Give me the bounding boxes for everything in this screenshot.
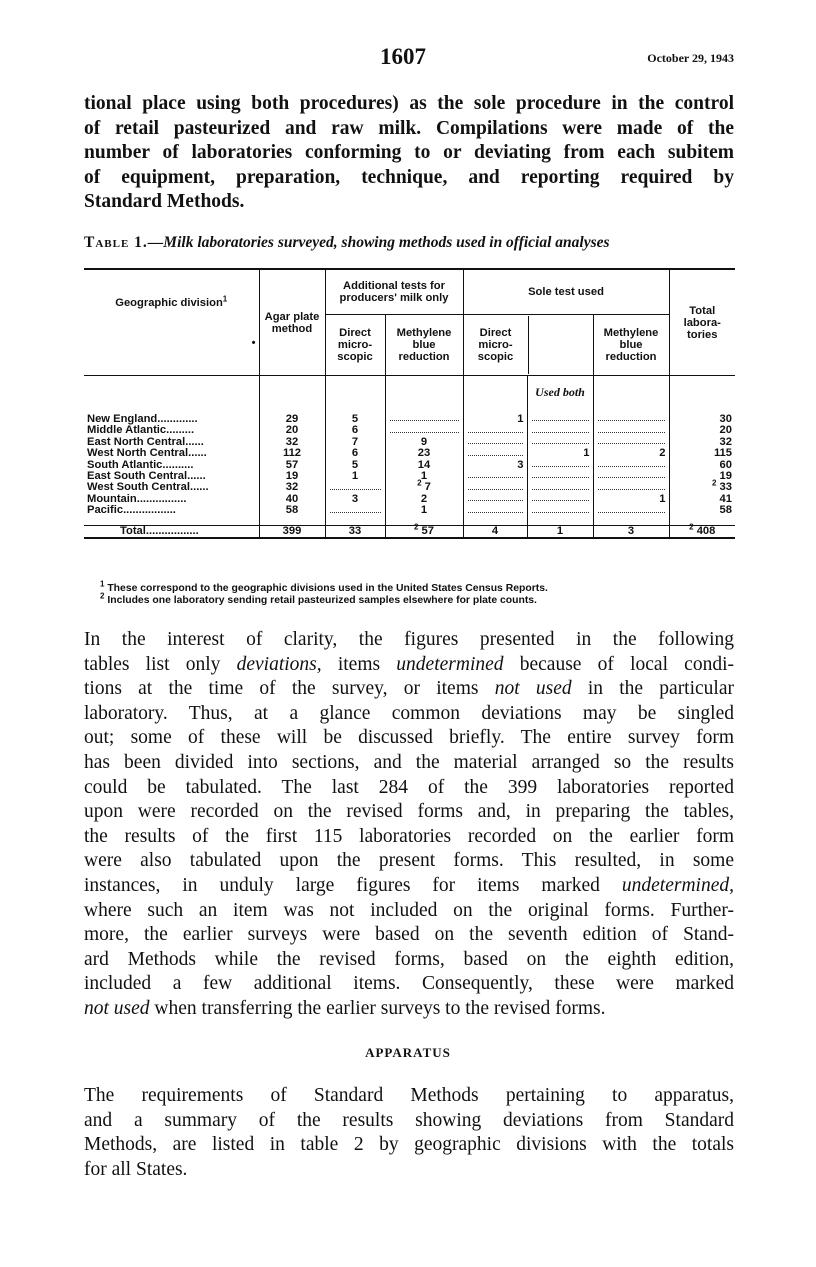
text-run: out; some of these will be discussed briefly. The entire survey form [84, 727, 734, 749]
cell-add-direct: 5 [325, 414, 385, 425]
cell-sole-methylene: 1 [593, 494, 669, 505]
apparatus-line: and a summary of the results showing deviations from Standard [84, 1109, 734, 1131]
text-run: tions at the time of the survey, or items [84, 678, 495, 700]
table-row [84, 448, 735, 459]
emphasis-text: undetermined, [621, 874, 734, 896]
cell-total: 20 [669, 425, 735, 436]
cell-sole-methylene: 2 [593, 448, 669, 459]
body-line [84, 653, 734, 678]
division-name: East North Central...... [87, 435, 204, 448]
apparatus-line: The requirements of Standard Methods pertaining to apparatus, [84, 1085, 734, 1106]
text-run: because of local condi- [503, 653, 735, 675]
division-name: Middle Atlantic......... [87, 424, 195, 437]
cell-total: 41 [669, 494, 735, 505]
text-run: included a few additional items. Consequently, these were marked [84, 973, 734, 995]
total-row [84, 525, 735, 538]
section-heading-apparatus: APPARATUS [365, 1045, 451, 1060]
footnote-mark: 2 [100, 591, 105, 601]
emphasis-text: deviations, [236, 653, 322, 675]
body-line [84, 677, 734, 702]
cell-add-methylene: 14 [385, 460, 463, 471]
intro-line: number of laboratories conforming to or deviating from each subitem [84, 142, 734, 164]
division-name: West North Central...... [87, 447, 207, 460]
text-run: has been divided into sections, and the material arranged so the results [84, 751, 734, 773]
text-run: more, the earlier surveys were based on the seventh edition of Stand- [84, 924, 734, 946]
cell-add-direct: 7 [325, 437, 385, 448]
emphasis-text: undetermined [396, 653, 504, 675]
cell-sole-methylene: 3 [593, 525, 669, 538]
header-used-both-spacer [528, 316, 593, 374]
cell-add-direct [325, 482, 385, 493]
cell-agar: 58 [259, 505, 325, 516]
body-line [84, 997, 734, 1022]
text-run: items [321, 653, 397, 675]
intro-line: tional place using both procedures) as the sole procedure in the control [84, 93, 734, 114]
footnote [100, 591, 730, 607]
division-name: New England............. [87, 413, 198, 425]
cell-total: 115 [669, 448, 735, 459]
cell-add-direct: 5 [325, 460, 385, 471]
cell-used-both [527, 437, 593, 448]
intro-line: of retail pasteurized and raw milk. Compilations were made of the [84, 117, 734, 139]
header-add-direct-microscopic: Direct micro-scopic [325, 315, 385, 376]
used-both-label: Used both [535, 385, 585, 399]
header-geographic-division: Geographic division$^1$ • [84, 269, 259, 376]
text-run: upon were recorded on the revised forms and, in preparing the tables, [84, 801, 734, 823]
text-run: where such an item was not included on the original forms. Further- [84, 899, 734, 921]
body-line [84, 776, 734, 801]
page-number: 1607 [380, 44, 426, 69]
footnote-mark: 1 [100, 579, 105, 589]
table-body [84, 376, 735, 539]
cell-agar: 32 [259, 482, 325, 493]
header-marker: • [251, 336, 256, 349]
cell-sole-direct: 4 [463, 525, 527, 538]
intro-line: of equipment, preparation, technique, and reporting required by [84, 166, 734, 188]
text-run: could be tabulated. The last 284 of the 399 laboratories reported [84, 776, 734, 798]
cell-total: 19 [669, 471, 735, 482]
cell-sole-methylene [593, 505, 669, 516]
header-total-laboratories: Total labora-tories [669, 269, 735, 376]
cell-sole-methylene [593, 482, 669, 493]
cell-used-both: 1 [527, 525, 593, 538]
apparatus-paragraph [84, 1084, 734, 1182]
cell-agar: 112 [259, 448, 325, 459]
cell-agar: 57 [259, 460, 325, 471]
table-row [84, 505, 735, 516]
text-run: were also tabulated upon the present forms. This resulted, in some [84, 850, 734, 872]
division-name: West South Central...... [87, 481, 209, 494]
apparatus-line: for all States. [84, 1158, 188, 1180]
cell-agar: 20 [259, 425, 325, 436]
cell-add-methylene: 1 [385, 505, 463, 516]
body-line [84, 825, 734, 850]
cell-used-both: 1 [527, 448, 593, 459]
footnote-ref: 2 [413, 521, 419, 531]
body-line [84, 726, 734, 751]
cell-add-direct: 6 [325, 425, 385, 436]
cell-add-methylene: $^2$ 7 [385, 482, 463, 493]
cell-sole-direct [463, 505, 527, 516]
cell-add-direct: 1 [325, 471, 385, 482]
cell-total: 60 [669, 460, 735, 471]
header-sole-direct-group [463, 315, 593, 376]
footnote-ref: 2 [711, 478, 717, 488]
cell-add-methylene: 9 [385, 437, 463, 448]
text-run: ard Methods while the revised forms, based on the eighth edition, [84, 948, 734, 970]
header-add-methylene-blue: Methylene blue reduction [385, 315, 463, 376]
cell-add-methylene [385, 425, 463, 436]
cell-agar: 19 [259, 471, 325, 482]
cell-agar: 399 [259, 525, 325, 538]
cell-total: 58 [669, 505, 735, 516]
issue-date: October 29, 1943 [647, 51, 734, 65]
cell-add-methylene: $^2$ 57 [385, 525, 463, 538]
cell-total: $^2$ 408 [669, 525, 735, 538]
text-run: instances, in unduly large figures for items marked [84, 874, 622, 896]
table-caption [84, 234, 734, 252]
table-footnotes [100, 579, 730, 607]
footnote [100, 579, 730, 595]
footnote-ref: 2 [417, 478, 422, 488]
cell-sole-direct: 1 [463, 414, 527, 425]
body-line [84, 948, 734, 973]
body-line [84, 628, 734, 653]
division-name: Total................. [84, 525, 259, 538]
cell-add-direct: 3 [325, 494, 385, 505]
text-run: tables list only [84, 653, 237, 675]
header-agar-plate: Agar plate method [259, 269, 325, 376]
cell-agar: 29 [259, 414, 325, 425]
cell-add-direct: 6 [325, 448, 385, 459]
header-sole-test: Sole test used [463, 269, 669, 315]
cell-total: 32 [669, 437, 735, 448]
body-line [84, 899, 734, 924]
text-run: when transferring the earlier surveys to the revised forms. [149, 997, 606, 1019]
cell-total: $^2$ 33 [669, 482, 735, 493]
body-line [84, 972, 734, 997]
text-run: laboratory. Thus, at a glance common deviations may be singled [84, 702, 734, 724]
division-name: Mountain................ [87, 492, 187, 505]
table-title: —Milk laboratories surveyed, showing methods used in official analyses [147, 234, 610, 251]
footnote-text: Includes one laboratory sending retail pasteurized samples elsewhere for plate counts. [104, 595, 537, 606]
text-run: the results of the first 115 laboratories recorded on the earlier form [84, 825, 734, 847]
cell-sole-direct: 3 [463, 460, 527, 471]
body-line [84, 702, 734, 727]
cell-sole-direct [463, 448, 527, 459]
emphasis-text: not used [84, 997, 150, 1019]
intro-line: Standard Methods. [84, 191, 245, 213]
text-run: in the particular [571, 678, 734, 700]
cell-used-both [527, 505, 593, 516]
page-header [0, 44, 816, 78]
division-name: Pacific................. [87, 504, 176, 517]
footnote-ref: 2 [689, 521, 694, 531]
cell-total: 30 [669, 414, 735, 425]
used-both-label-row [84, 376, 735, 415]
spacer-row [84, 517, 735, 526]
text-run: In the interest of clarity, the figures presented in the following [84, 629, 734, 650]
table-row [84, 494, 735, 505]
division-name: South Atlantic.......... [87, 458, 194, 471]
header-additional-tests: Additional tests for producers' milk only [325, 269, 463, 315]
table-label: Table 1. [84, 234, 148, 251]
apparatus-line: Methods, are listed in table 2 by geographic divisions with the totals [84, 1134, 734, 1156]
division-name: East South Central...... [87, 470, 206, 483]
body-line [84, 849, 734, 874]
cell-add-methylene: 2 [385, 494, 463, 505]
intro-paragraph [84, 92, 734, 215]
milk-laboratories-table [84, 268, 735, 539]
header-sole-methylene-blue: Methylene blue reduction [593, 315, 669, 376]
cell-agar: 32 [259, 437, 325, 448]
cell-add-direct [325, 505, 385, 516]
header-sole-direct-microscopic: Direct micro-scopic [477, 327, 514, 363]
body-line [84, 751, 734, 776]
cell-add-methylene: 1 [385, 471, 463, 482]
cell-agar: 40 [259, 494, 325, 505]
cell-add-methylene: 23 [385, 448, 463, 459]
cell-add-direct: 33 [325, 525, 385, 538]
body-line [84, 923, 734, 948]
footnote-text: These correspond to the geographic divisions used in the United States Census Reports. [104, 583, 548, 594]
clarity-paragraph [84, 628, 734, 1022]
emphasis-text: not used [494, 678, 572, 700]
body-line [84, 800, 734, 825]
body-line [84, 874, 734, 899]
cell-sole-methylene [593, 437, 669, 448]
